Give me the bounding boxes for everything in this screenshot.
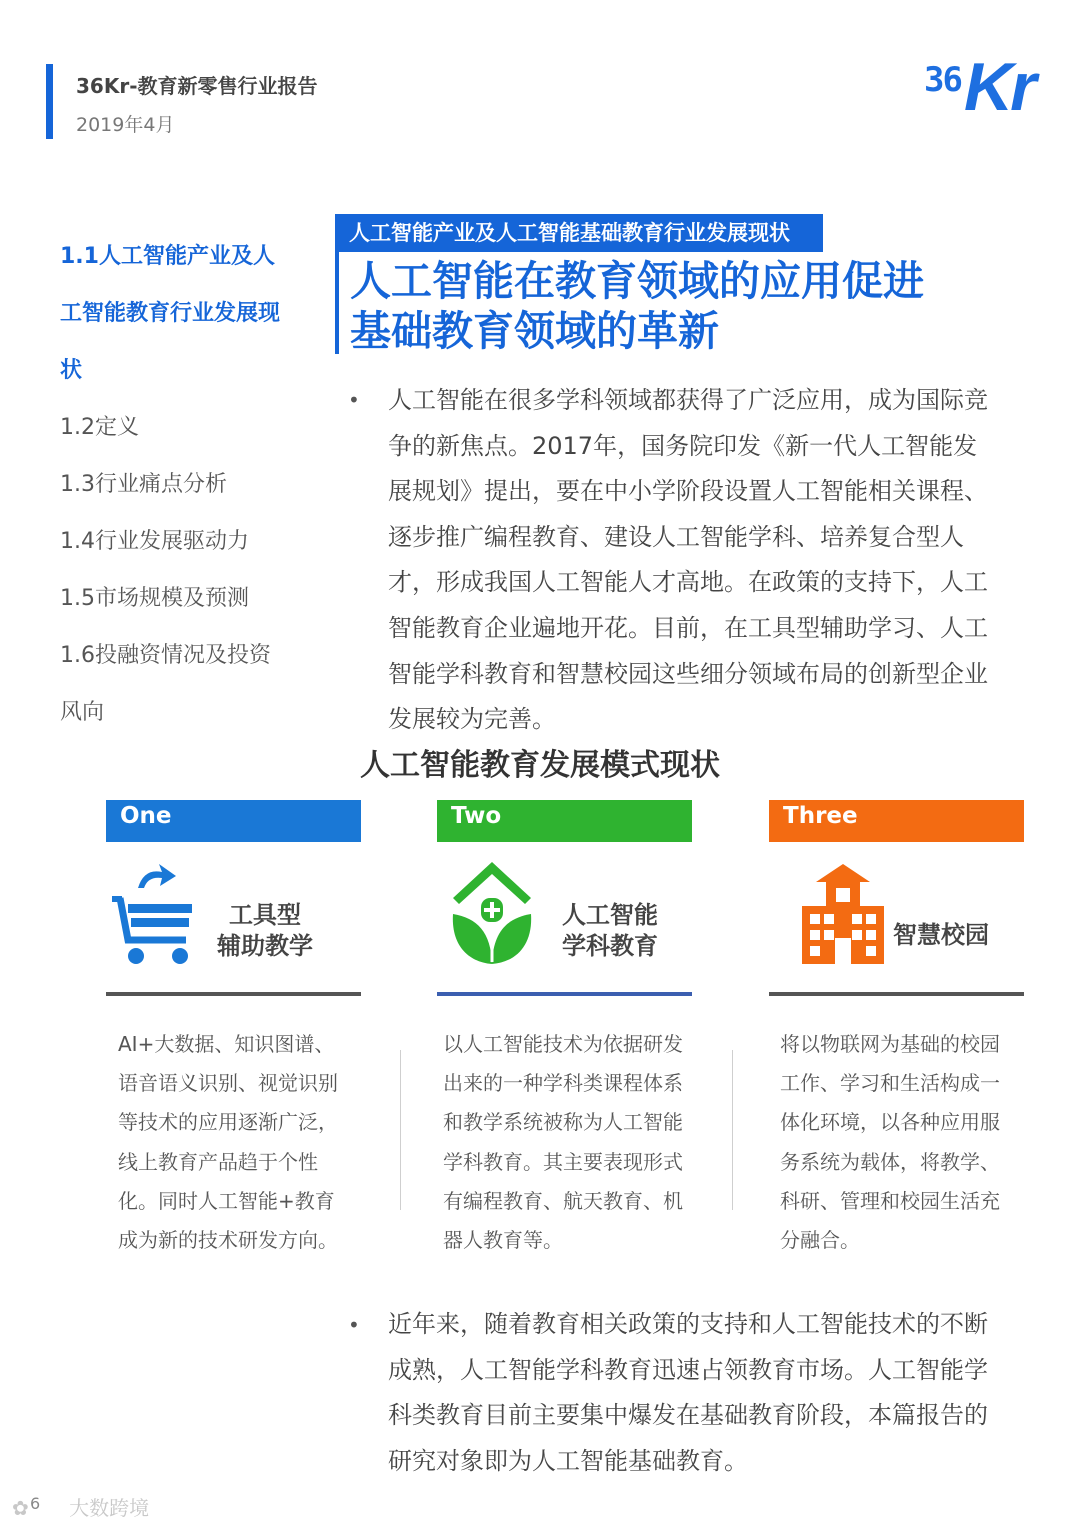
mode-label-tools-line2: 辅助教学 [217,932,313,960]
toc-item-1-1[interactable] [60,228,310,399]
toc-item-1-5[interactable]: 1.5市场规模及预测 [60,586,249,611]
mode-head-one: One [106,800,361,842]
bullet-dot: • [348,388,360,412]
mode-head-two: Two [437,800,692,842]
mode-divider-three [769,992,1024,996]
logo-36: 36 [924,60,961,100]
shopping-cart-icon [110,858,200,968]
toc-item-1-6-line2: 风向 [60,700,105,725]
column-separator [732,1050,733,1210]
mode-divider-two [437,992,692,996]
watermark-icon: ✿ [12,1496,29,1520]
toc-item-1-1-line1: 1.1人工智能产业及人 [60,244,275,269]
logo-kr: Kr [964,49,1034,125]
report-title: 36Kr-教育新零售行业报告 [76,74,318,98]
bullet-dot: • [348,1313,360,1337]
toc-item-1-1-line3: 状 [60,358,83,383]
header-accent-bar [46,64,53,139]
mode-label-ai-subject [548,900,672,962]
modes-title [0,740,1080,784]
mode-text-three: 将以物联网为基础的校园工作、学习和生活构成一体化环境，以各种应用服务系统为载体，将教学、科研、管理和校园生活充分融合。 [780,1032,1000,1253]
36kr-logo [924,49,1040,130]
bullet-paragraph-1: 人工智能在很多学科领域都获得了广泛应用，成为国际竞争的新焦点。2017年，国务院印发《新一代人工智能发展规划》提出，要在中小学阶段设置人工智能相关课程、逐步推广编程教育、建设人工智能学科、培养复合型人才，形成我国人工智能人才高地。在政策的支持下，人工智能教育企业遍地开花。目前，在工具型辅助学习、人工智能学科教育和智慧校园这些细分领域布局的创新型企业发展较为完善。 [388,386,988,734]
mode-label-ai-subject-line1: 人工智能 [562,901,658,929]
watermark-text: 大数跨境 [69,1496,150,1520]
page-number: 6 [30,1494,41,1513]
mode-label-smart-campus: 智慧校园 [893,921,989,949]
table-of-contents [60,228,310,741]
mode-label-tools [200,900,330,962]
mode-head-three: Three [769,800,1024,842]
school-building-icon [798,858,888,968]
column-separator [400,1050,401,1210]
mode-divider-one [106,992,361,996]
section-headline [350,256,1010,356]
toc-item-1-6-line1: 1.6投融资情况及投资 [60,643,271,668]
toc-item-1-6[interactable] [60,627,310,741]
headline-line1: 人工智能在教育领域的应用促进 [350,257,924,305]
toc-item-1-1-line2: 工智能教育行业发展现 [60,301,281,326]
bullet-paragraph-2: 近年来，随着教育相关政策的支持和人工智能技术的不断成熟，人工智能学科教育迅速占领教育市场。人工智能学科类教育目前主要集中爆发在基础教育阶段，本篇报告的研究对象即为人工智能基础教育。 [388,1310,988,1475]
toc-item-1-4[interactable]: 1.4行业发展驱动力 [60,529,249,554]
section-tag: 人工智能产业及人工智能基础教育行业发展现状 [335,214,823,252]
modes-title-text: 人工智能教育发展模式现状 [360,748,720,783]
toc-item-1-3[interactable]: 1.3行业痛点分析 [60,472,227,497]
mode-text-one: AI+大数据、知识图谱、语音语义识别、视觉识别等技术的应用逐渐广泛，线上教育产品趋于个性化。同时人工智能+教育成为新的技术研发方向。 [118,1032,338,1253]
mode-label-tools-line1: 工具型 [229,901,301,929]
headline-line2: 基础教育领域的革新 [350,307,719,355]
toc-item-1-2[interactable]: 1.2定义 [60,415,139,440]
report-date: 2019年4月 [76,114,175,136]
mode-label-ai-subject-line2: 学科教育 [562,932,658,960]
leaf-house-icon [447,858,537,968]
mode-text-two: 以人工智能技术为依据研发出来的一种学科类课程体系和教学系统被称为人工智能学科教育。其主要表现形式有编程教育、航天教育、机器人教育等。 [443,1032,683,1253]
